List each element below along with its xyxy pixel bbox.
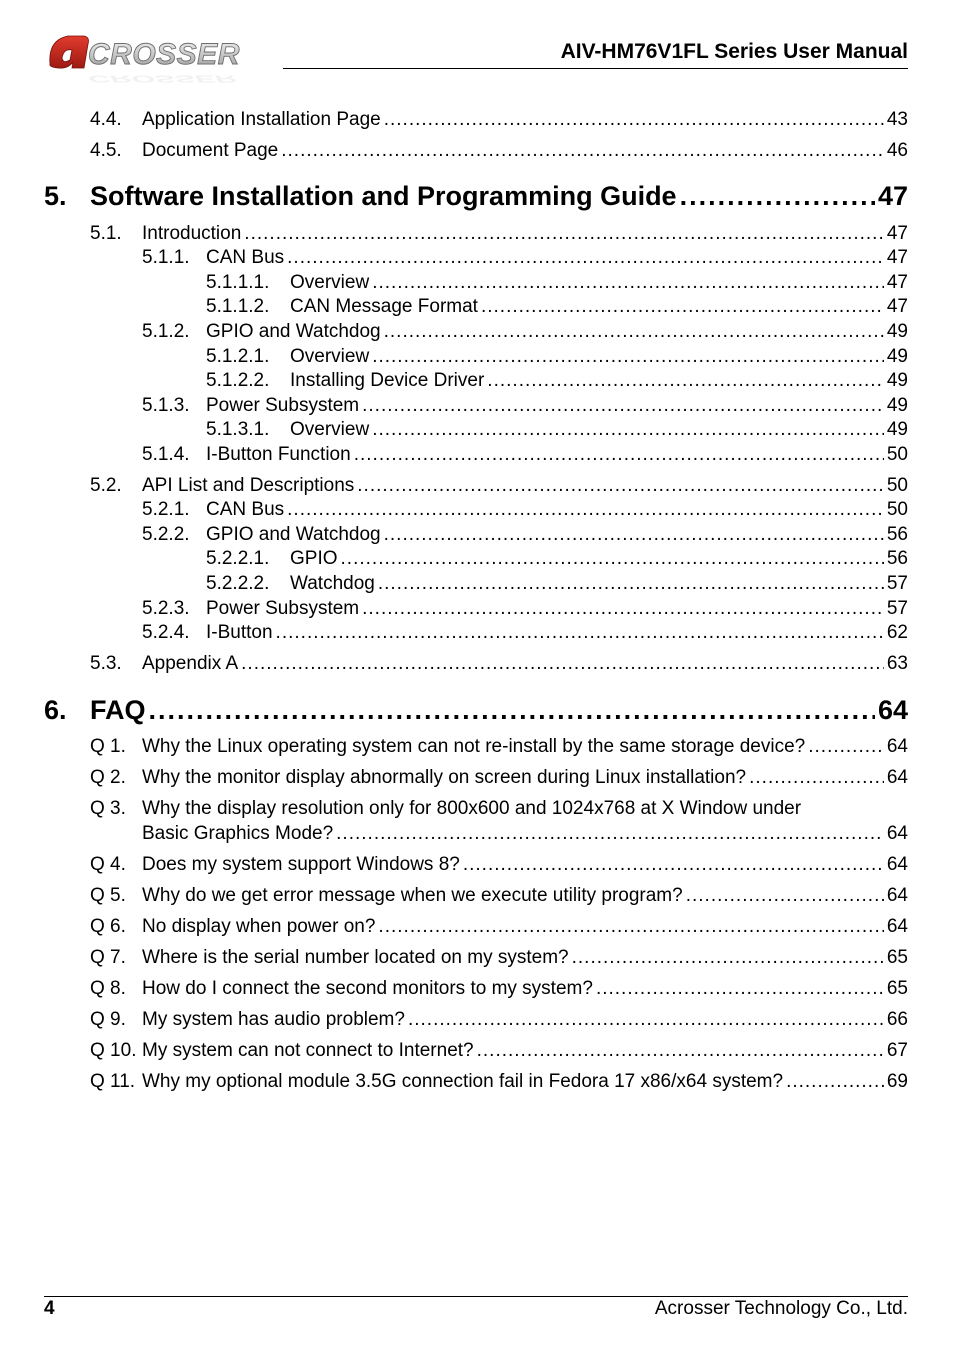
manual-title: AIV-HM76V1FL Series User Manual — [560, 40, 908, 63]
toc-faq-entry[interactable]: Q 2. Why the monitor display abnormally on screen during Linux installation? ..... 64 — [90, 767, 908, 789]
footer-divider — [44, 1296, 908, 1297]
page-number: 4 — [44, 1298, 55, 1319]
toc-entry[interactable]: 4.5. Document Page ..... 46 — [90, 140, 908, 162]
toc-entry[interactable]: 5.2.3. Power Subsystem ..... 57 — [142, 598, 908, 620]
toc-entry[interactable]: 5.1.1.2. CAN Message Format ..... 47 — [206, 296, 908, 318]
toc-faq-entry[interactable]: Q 1. Why the Linux operating system can not re-install by the same storage device? ..... 64 — [90, 736, 908, 758]
toc-chapter-entry[interactable]: 6. FAQ ..... 64 — [44, 695, 908, 726]
toc-entry[interactable]: 5.1.2.2. Installing Device Driver ..... 49 — [206, 370, 908, 392]
acrosser-logo — [44, 30, 276, 92]
toc-entry[interactable]: 5.1.4. I-Button Function ..... 50 — [142, 444, 908, 466]
toc-entry[interactable]: 5.3. Appendix A ..... 63 — [90, 653, 908, 675]
svg-text:CROSSER: CROSSER — [88, 73, 237, 85]
toc-entry[interactable]: 5.1.3. Power Subsystem ..... 49 — [142, 395, 908, 417]
company-name: Acrosser Technology Co., Ltd. — [654, 1298, 908, 1319]
toc-entry[interactable]: 5.2.2. GPIO and Watchdog ..... 56 — [142, 524, 908, 546]
toc-entry[interactable]: 5.2.1. CAN Bus ..... 50 — [142, 499, 908, 521]
toc-faq-entry-continued[interactable]: Basic Graphics Mode? ..... 64 — [142, 823, 908, 845]
toc-entry[interactable]: 5.1.1.1. Overview ..... 47 — [206, 272, 908, 294]
toc-faq-entry[interactable]: Q 9. My system has audio problem? ..... 66 — [90, 1009, 908, 1031]
header-divider — [283, 68, 908, 69]
toc-entry[interactable]: 5.1.2.1. Overview ..... 49 — [206, 346, 908, 368]
toc-faq-entry[interactable]: Q 8. How do I connect the second monitors to my system? ..... 65 — [90, 978, 908, 1000]
toc-entry[interactable]: 5.1.1. CAN Bus ..... 47 — [142, 247, 908, 269]
toc-entry[interactable]: 5.1.3.1. Overview ..... 49 — [206, 419, 908, 441]
svg-text:CROSSER: CROSSER — [88, 38, 240, 71]
toc-faq-entry[interactable]: Q 10. My system can not connect to Internet? ..... 67 — [90, 1040, 908, 1062]
toc-entry[interactable]: 5.2.2.2. Watchdog ..... 57 — [206, 573, 908, 595]
toc-faq-entry[interactable]: Q 7. Where is the serial number located on my system? ..... 65 — [90, 947, 908, 969]
toc-entry[interactable]: 4.4. Application Installation Page ..... 43 — [90, 109, 908, 131]
toc-chapter-entry[interactable]: 5. Software Installation and Programming Guide ..... 47 — [44, 181, 908, 212]
toc-entry[interactable]: 5.1. Introduction ..... 47 — [90, 223, 908, 245]
toc-faq-entry[interactable]: Q 6. No display when power on? ..... 64 — [90, 916, 908, 938]
toc-faq-entry[interactable]: Q 4. Does my system support Windows 8? ..... 64 — [90, 854, 908, 876]
toc-entry[interactable]: 5.2. API List and Descriptions ..... 50 — [90, 475, 908, 497]
toc-faq-entry[interactable]: Q 11. Why my optional module 3.5G connection fail in Fedora 17 x86/x64 system? ..... 69 — [90, 1071, 908, 1093]
toc-entry[interactable]: 5.2.4. I-Button ..... 62 — [142, 622, 908, 644]
toc-faq-entry[interactable]: Q 5. Why do we get error message when we execute utility program? ..... 64 — [90, 885, 908, 907]
toc-entry[interactable]: 5.2.2.1. GPIO ..... 56 — [206, 548, 908, 570]
toc-entry[interactable]: 5.1.2. GPIO and Watchdog ..... 49 — [142, 321, 908, 343]
toc-faq-entry[interactable]: Q 3. Why the display resolution only for 800x600 and 1024x768 at X Window under — [90, 798, 802, 819]
